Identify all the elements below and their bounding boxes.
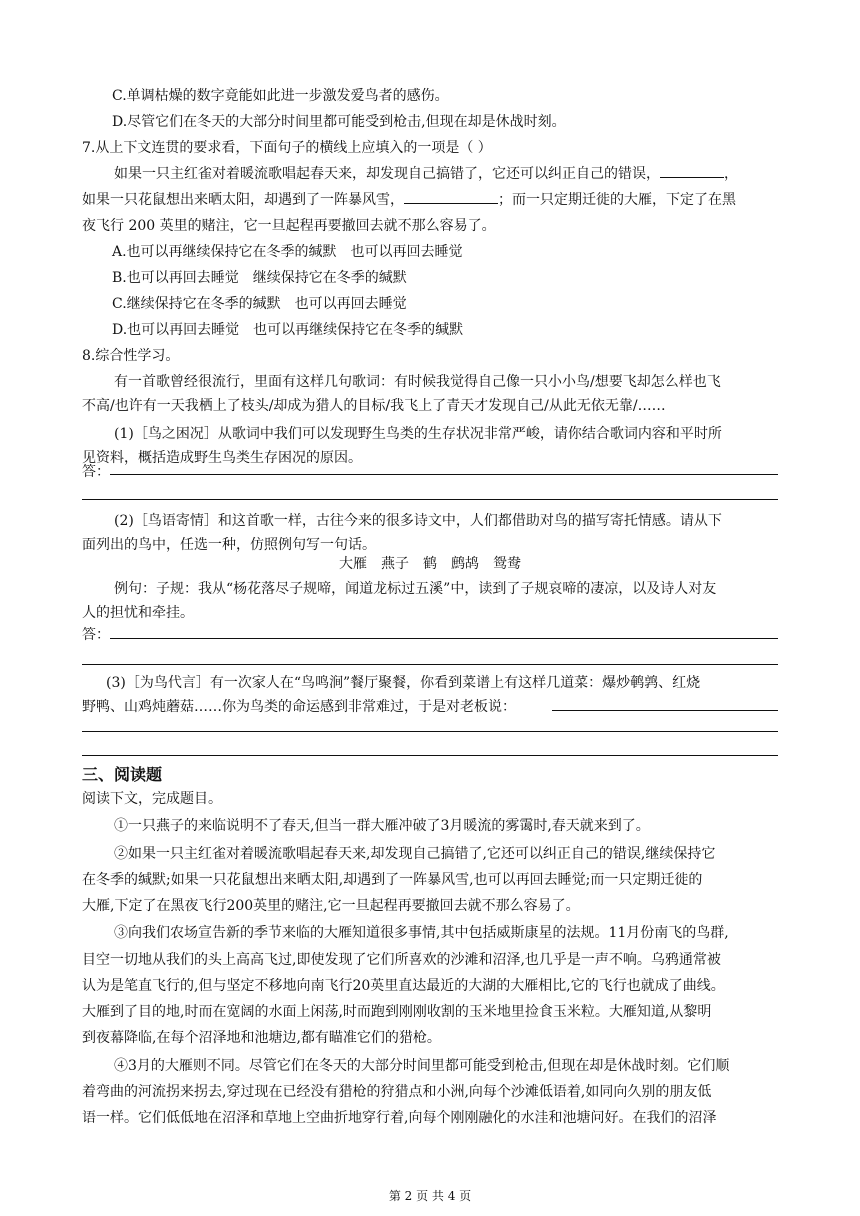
q8-example-line-2: 人的担忧和牵挂。	[82, 605, 194, 621]
q8-example-line-1: 例句：子规：我从“杨花落尽子规啼，闻道龙标过五溪”中，读到了子规哀啼的凄凉，以及诗人对友	[114, 581, 717, 597]
q8-sub3-answer-line-1[interactable]	[552, 710, 778, 711]
q8-sub2-line-2: 面列出的鸟中，任选一种，仿照例句写一句话。	[82, 537, 376, 553]
q8-sub1-line-2: 见资料，概括造成野生鸟类生存困况的原因。	[82, 450, 362, 466]
q7-option-c: C.继续保持它在冬季的缄默 也可以再回去睡觉	[112, 296, 407, 312]
q7-option-b: B.也可以再回去睡觉 继续保持它在冬季的缄默	[112, 270, 407, 286]
q8-sub1-line-1: (1)［鸟之困况］从歌词中我们可以发现野生鸟类的生存状况非常严峻，请你结合歌词内容和平时所	[114, 426, 722, 442]
passage-para-2-line-1: ②如果一只主红雀对着暖流歌唱起春天来,却发现自己搞错了,它还可以纠正自己的错误,继续保持它	[114, 846, 716, 862]
passage-para-4-line-3: 语一样。它们低低地在沼泽和草地上空曲折地穿行着,向每个刚刚融化的水洼和池塘问好。在我们的沼泽	[82, 1110, 717, 1126]
page-footer: 第 2 页 共 4 页	[388, 1189, 472, 1203]
q7-stem: 7.从上下文连贯的要求看，下面句子的横线上应填入的一项是（ ）	[82, 140, 492, 156]
q7-option-a: A.也可以再继续保持它在冬季的缄默 也可以再回去睡觉	[112, 244, 463, 260]
q8-title: 8.综合性学习。	[82, 348, 180, 364]
q8-sub3-answer-line-2[interactable]	[82, 731, 778, 732]
q7-blank-2[interactable]	[404, 189, 498, 204]
q7-passage-line-3: 夜飞行 200 英里的赌注，它一旦起程再要撤回去就不那么容易了。	[82, 218, 496, 234]
q8-sub3-line-1: (3)［为鸟代言］有一次家人在“鸟鸣涧”餐厅聚餐，你看到菜谱上有这样几道菜：爆炒鹌鹑、红烧	[106, 675, 701, 691]
passage-para-4-line-1: ④3月的大雁则不同。尽管它们在冬天的大部分时间里都可能受到枪击,但现在却是休战时刻。它们顺	[114, 1058, 730, 1074]
q8-sub2-answer-line-2[interactable]	[82, 664, 778, 665]
q8-sub2-line-1: (2)［鸟语寄情］和这首歌一样，古往今来的很多诗文中，人们都借助对鸟的描写寄托情感。请从下	[114, 513, 722, 529]
passage-para-4-line-2: 着弯曲的河流拐来拐去,穿过现在已经没有猎枪的狩猎点和小洲,向每个沙滩低语着,如同向久别的朋友低	[82, 1084, 712, 1100]
q8-bird-list: 大雁 燕子 鹤 鹧鸪 鸳鸯	[339, 556, 521, 572]
passage-para-2-line-3: 大雁,下定了在黑夜飞行200英里的赌注,它一旦起程再要撤回去就不那么容易了。	[82, 898, 580, 914]
passage-para-3-line-4: 大雁到了目的地,时而在宽阔的水面上闲荡,时而跑到刚刚收割的玉米地里捡食玉米粒。大雁知道,从黎明	[82, 1004, 712, 1020]
section-3-title: 三、阅读题	[82, 765, 163, 784]
passage-para-3-line-5: 到夜幕降临,在每个沼泽地和池塘边,都有瞄准它们的猎枪。	[82, 1030, 441, 1046]
q7-blank-1[interactable]	[660, 163, 724, 178]
section-3-intro: 阅读下文，完成题目。	[82, 791, 222, 807]
q6-option-d: D.尽管它们在冬天的大部分时间里都可能受到枪击,但现在却是休战时刻。	[112, 114, 566, 130]
q8-sub1-answer-line-2[interactable]	[82, 499, 778, 500]
q8-song-line-1: 有一首歌曾经很流行，里面有这样几句歌词：有时候我觉得自己像一只小小鸟/想要飞却怎么样也飞	[114, 374, 721, 390]
passage-para-1: ①一只燕子的来临说明不了春天,但当一群大雁冲破了3月暖流的雾霭时,春天就来到了。	[114, 818, 650, 834]
passage-para-3-line-3: 认为是笔直飞行的,但与坚定不移地向南飞行20英里直达最近的大湖的大雁相比,它的飞行也就成了曲线。	[82, 978, 725, 994]
q6-option-c: C.单调枯燥的数字竟能如此进一步激发爱鸟者的感伤。	[112, 88, 449, 104]
q7-passage-line-2: 如果一只花鼠想出来晒太阳，却遇到了一阵暴风雪， ；而一只定期迁徙的大雁，下定了在黑	[82, 189, 782, 211]
q8-song-line-2: 不高/也许有一天我栖上了枝头/却成为猎人的目标/我飞上了青天才发现自己/从此无依无靠/……	[82, 398, 666, 414]
q8-sub2-answer-line-1[interactable]	[110, 638, 778, 639]
q8-sub3-line-2: 野鸭、山鸡炖蘑菇……你为鸟类的命运感到非常难过，于是对老板说：	[82, 699, 516, 715]
q8-sub1-answer-label: 答：	[82, 464, 110, 480]
passage-para-3-line-1: ③向我们农场宣告新的季节来临的大雁知道很多事情,其中包括威斯康星的法规。11月份南飞的鸟群,	[114, 925, 729, 941]
q7-passage-line-1: 如果一只主红雀对着暖流歌唱起春天来，却发现自己搞错了，它还可以纠正自己的错误， ，	[114, 163, 814, 185]
q8-sub1-answer-line-1[interactable]	[110, 474, 778, 475]
q7-option-d: D.也可以再回去睡觉 也可以再继续保持它在冬季的缄默	[112, 322, 464, 338]
passage-para-2-line-2: 在冬季的缄默;如果一只花鼠想出来晒太阳,却遇到了一阵暴风雪,也可以再回去睡觉;而一只定期迁徙的	[82, 872, 703, 888]
q8-sub2-answer-label: 答：	[82, 627, 110, 643]
q8-sub3-answer-line-3[interactable]	[82, 755, 778, 756]
passage-para-3-line-2: 目空一切地从我们的头上高高飞过,即使发现了它们所喜欢的沙滩和沼泽,也几乎是一声不响。乌鸦通常被	[82, 952, 721, 968]
